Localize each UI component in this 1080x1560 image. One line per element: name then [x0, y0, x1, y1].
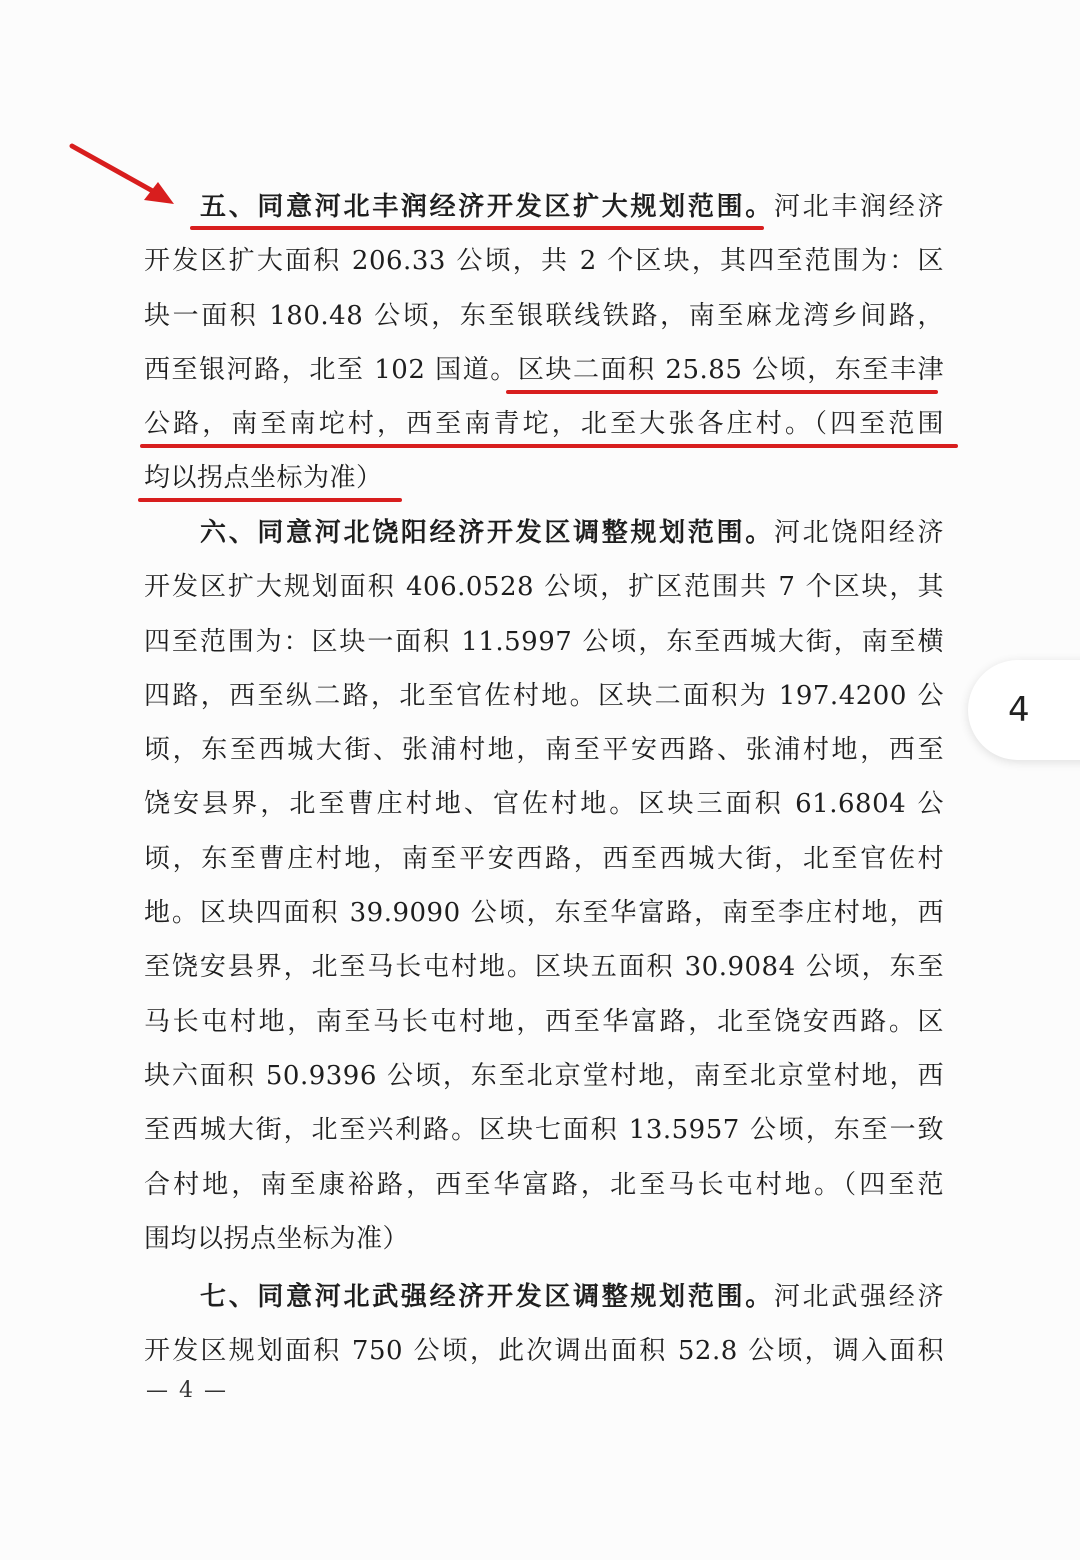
section-5-line-5: 公路，南至南坨村，西至南青坨，北至大张各庄村。（四至范围 [144, 409, 944, 440]
section-6-heading: 六、同意河北饶阳经济开发区调整规划范围。 [200, 518, 774, 548]
section-6-line-6: 饶安县界，北至曹庄村地、官佐村地。区块三面积 61.6804 公 [144, 789, 944, 820]
section-6-line-8: 地。区块四面积 39.9090 公顷，东至华富路，南至李庄村地，西 [144, 898, 944, 929]
page-indicator-button[interactable] [968, 660, 1080, 760]
section-6-line-10: 马长屯村地，南至马长屯村地，西至华富路，北至饶安西路。区 [144, 1006, 944, 1037]
section-7 [144, 1270, 944, 1379]
red-underline-heading [190, 226, 764, 230]
section-5-line-3: 块一面积 180.48 公顷，东至银联线铁路，南至麻龙湾乡间路， [144, 300, 944, 331]
section-6-line-11: 块六面积 50.9396 公顷，东至北京堂村地，南至北京堂村地，西 [144, 1060, 944, 1091]
section-7-line-2: 开发区规划面积 750 公顷，此次调出面积 52.8 公顷，调入面积 [144, 1336, 944, 1367]
section-6-line-3: 四至范围为：区块一面积 11.5997 公顷，东至西城大街，南至横 [144, 626, 944, 657]
section-6-line-7: 顷，东至曹庄村地，南至平安西路，西至西城大街，北至官佐村 [144, 843, 944, 874]
section-5-line-1: 五、同意河北丰润经济开发区扩大规划范围。河北丰润经济 [200, 192, 944, 222]
section-6-line-2: 开发区扩大规划面积 406.0528 公顷，扩区范围共 7 个区块，其 [144, 572, 944, 603]
section-7-line-1: 七、同意河北武强经济开发区调整规划范围。河北武强经济 [200, 1282, 944, 1312]
section-5-line-4: 西至银河路，北至 102 国道。区块二面积 25.85 公顷，东至丰津 [144, 354, 944, 385]
section-6-line-12: 至西城大街，北至兴利路。区块七面积 13.5957 公顷，东至一致 [144, 1115, 944, 1146]
section-6-line-5: 顷，东至西城大街、张浦村地，南至平安西路、张浦村地，西至 [144, 735, 944, 766]
section-7-heading: 七、同意河北武强经济开发区调整规划范围。 [200, 1282, 774, 1312]
section-6-line-1: 六、同意河北饶阳经济开发区调整规划范围。河北饶阳经济 [200, 518, 944, 548]
section-6-line-4: 四路，西至纵二路，北至官佐村地。区块二面积为 197.4200 公 [144, 680, 944, 711]
section-6 [144, 506, 944, 1266]
section-5-heading: 五、同意河北丰润经济开发区扩大规划范围。 [200, 192, 774, 222]
section-6-line-13: 合村地，南至康裕路，西至华富路，北至马长屯村地。（四至范 [144, 1169, 944, 1200]
footer-page-number: — 4 — [146, 1378, 228, 1403]
section-6-line-14: 围均以拐点坐标为准） [144, 1223, 410, 1254]
section-6-line-9: 至饶安县界，北至马长屯村地。区块五面积 30.9084 公顷，东至 [144, 952, 944, 983]
section-5-line-6: 均以拐点坐标为准） [144, 463, 383, 494]
red-underline-block2-2 [140, 444, 958, 448]
red-underline-block2-3 [138, 498, 402, 502]
section-5-line-2: 开发区扩大面积 206.33 公顷，共 2 个区块，其四至范围为：区 [144, 246, 944, 277]
page-indicator-label: 4 [1008, 690, 1030, 730]
red-underline-block2-1 [506, 390, 938, 394]
